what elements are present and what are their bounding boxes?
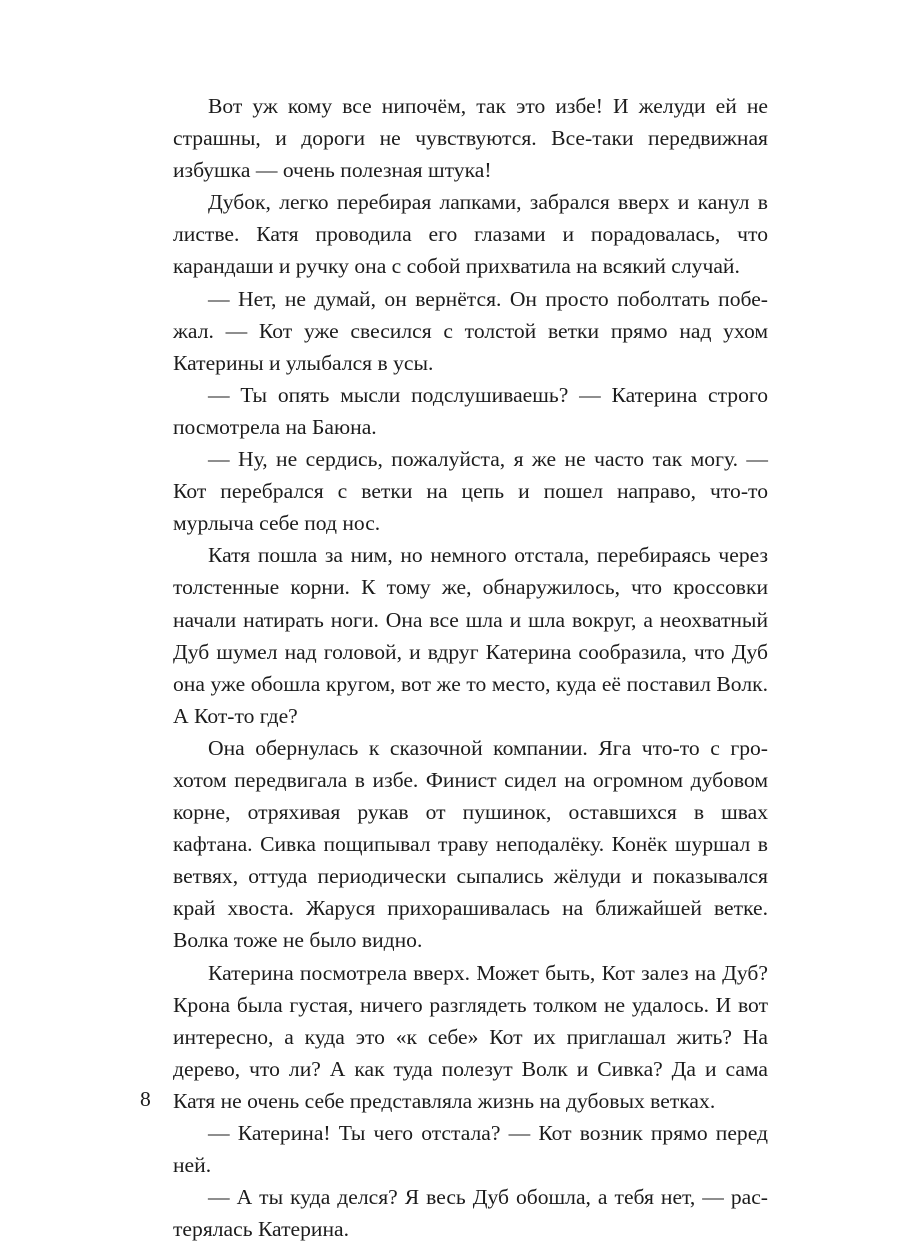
paragraph-8: Катерина посмотрела вверх. Может быть, Кот залез на Дуб? Крона была густая, ничего разглядеть толком не удалось. И вот интересно, а куда это «к себе» Кот их приглашал жить? На дерево, что ли? А как туда полезут Волк и Сивка? Да и сама Катя не очень себе представляла жизнь на дубовых ветках. — [173, 960, 768, 1113]
paragraph-9: — Катерина! Ты чего отстала? — Кот возник прямо перед ней. — [173, 1121, 768, 1178]
paragraph-5: — Ну, не сердись, пожалуйста, я же не часто так могу. — Кот перебрался с ветки на цепь и пошел направо, что-то мурлыча себе под нос. — [173, 447, 768, 536]
paragraph-3: — Нет, не думай, он вернётся. Он просто поболтать побежал. — Кот уже свесился с толстой ветки прямо над ухом Катерины и улыбался в усы. — [173, 286, 768, 375]
paragraph-2: Дубок, легко перебирая лапками, забрался вверх и канул в листве. Катя проводила его глазами и порадовалась, что карандаши и ручку она с собой прихватила на всякий случай. — [173, 190, 768, 279]
paragraph-6: Катя пошла за ним, но немного отстала, перебираясь через толстенные корни. К тому же, обнаружилось, что кроссовки начали натирать ноги. Она все шла и шла вокруг, а неохватный Дуб шумел над головой, и вдруг Катерина сообразила, что Дуб она уже обошла кругом, вот же то место, куда её поставил Волк. А Кот-то где? — [173, 543, 768, 728]
body-text — [173, 90, 768, 1245]
paragraph-7: Она обернулась к сказочной компании. Яга что-то с грохотом передвигала в избе. Финист сидел на огромном дубовом корне, отряхивая рукав от пушинок, оставшихся в швах кафтана. Сивка пощипывал траву неподалёку. Конёк шуршал в ветвях, оттуда периодически сыпались жёлуди и показывался край хвоста. Жаруся прихорашивалась на ближайшей ветке. Волка тоже не было видно. — [173, 735, 768, 953]
paragraph-10: — А ты куда делся? Я весь Дуб обошла, а тебя нет, — растерялась Катерина. — [173, 1185, 768, 1242]
paragraph-1: Вот уж кому все нипочём, так это избе! И желуди ей не страшны, и дороги не чувствуются. Все-таки передвижная избушка — очень полезная штука! — [173, 94, 768, 183]
page-number: 8 — [140, 1087, 151, 1111]
paragraph-4: — Ты опять мысли подслушиваешь? — Катерина строго посмотрела на Баюна. — [173, 382, 768, 439]
